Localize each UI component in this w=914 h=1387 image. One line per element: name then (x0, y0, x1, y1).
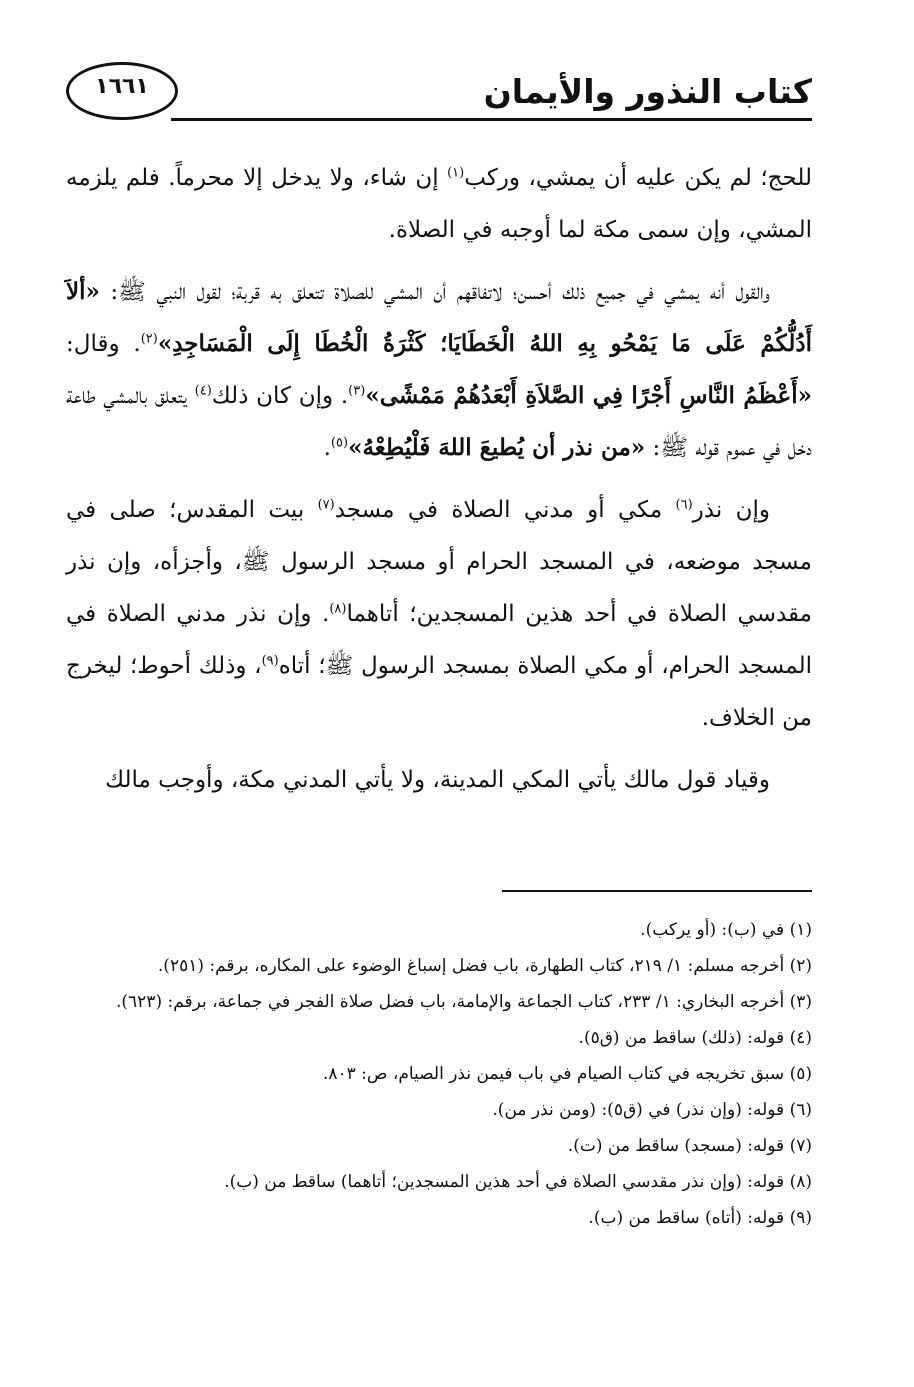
footnote-ref-9: (٩) (261, 653, 279, 669)
hadith-quote-2: «أَعْظَمُ النَّاسِ أَجْرًا فِي الصَّلاَةِ أَبْعَدُهُمْ مَمْشًى» (365, 382, 812, 409)
text-run: . وإن كان ذلك (211, 383, 349, 409)
page-header (66, 62, 812, 126)
footnote-separator (502, 890, 812, 892)
text-run: . وإن نذر مدني الصلاة في المسجد الحرام، أو مكي الصلاة بمسجد الرسول ﷺ؛ أتاه (66, 601, 812, 679)
footnote-2: (٢) أخرجه مسلم: ١/ ٢١٩، كتاب الطهارة، باب فضل إسباغ الوضوء على المكاره، برقم: (٢٥١). (157, 956, 812, 976)
footnote-ref-8: (٨) (329, 601, 347, 617)
header-rule (171, 118, 812, 121)
text-run: والقول أنه يمشي في جميع ذلك أحسن؛ لاتفاقهم أن المشي للصلاة تتعلق به قربة؛ لقول النبي ﷺ: (99, 279, 770, 305)
hadith-quote-3: «من نذر أن يُطيعَ اللهَ فَلْيُطِعْهُ» (348, 434, 646, 461)
footnote-4: (٤) قوله: (ذلك) ساقط من (ق٥). (578, 1028, 812, 1048)
footnote-ref-3: (٣) (348, 383, 366, 399)
footnote-ref-7: (٧) (317, 497, 335, 513)
footnote-ref-4: (٤) (194, 383, 212, 399)
footnote-ref-6: (٦) (675, 497, 693, 513)
footnote-7: (٧) قوله: (مسجد) ساقط من (ت). (567, 1136, 812, 1156)
text-run: إن شاء، ولا يدخل إلا محرماً. فلم يلزمه المشي، وإن سمى مكة لما أوجبه في الصلاة. (66, 165, 812, 243)
footnote-ref-5: (٥) (330, 435, 349, 451)
text-run: بيت المقدس؛ صلى في مسجد موضعه، في المسجد الحرام أو مسجد الرسول ﷺ، وأجزأه، وإن نذر مقدسي الصلاة في أحد هذين المسجدين؛ أتاهما (66, 497, 812, 627)
paragraph-1 (66, 152, 812, 256)
main-text (66, 152, 812, 816)
page-number: ١٦٦١ (95, 74, 149, 99)
text-run: للحج؛ لم يكن عليه أن يمشي، وركب (464, 165, 812, 191)
footnotes (66, 912, 812, 1236)
footnote-ref-1: (١) (447, 165, 465, 181)
text-run: وإن نذر (692, 497, 770, 523)
text-run: ، وذلك أحوط؛ ليخرج من الخلاف. (66, 653, 812, 731)
paragraph-4 (66, 754, 812, 806)
hadith-quote-1: «ألاَ أَدُلُّكُمْ عَلَى مَا يَمْحُو بِهِ اللهُ الْخَطَايَا؛ كَثْرَةُ الْخُطَا إِلَى الْمَسَاجِدِ» (66, 278, 812, 357)
text-run: وقياد قول مالك يأتي المكي المدينة، ولا يأتي المدني مكة، وأوجب مالك (105, 767, 770, 793)
footnote-ref-2: (٢) (140, 331, 158, 347)
footnote-1: (١) في (ب): (أو يركب). (640, 920, 812, 940)
footnote-3: (٣) أخرجه البخاري: ١/ ٢٣٣، كتاب الجماعة والإمامة، باب فضل صلاة الفجر في جماعة، برقم: (٦٢٣). (115, 992, 812, 1012)
paragraph-3 (66, 484, 812, 744)
footnote-9: (٩) قوله: (أتاه) ساقط من (ب). (588, 1208, 812, 1228)
text-run: . وقال: (66, 331, 141, 357)
text-run: مكي أو مدني الصلاة في مسجد (334, 497, 676, 523)
footnote-5: (٥) سبق تخريجه في كتاب الصيام في باب فيمن نذر الصيام، ص: ٨٠٣. (322, 1064, 812, 1084)
footnote-8: (٨) قوله: (وإن نذر مقدسي الصلاة في أحد هذين المسجدين؛ أتاهما) ساقط من (ب). (224, 1172, 812, 1192)
text-run: يتعلق بالمشي طاعة دخل في عموم قوله ﷺ: (66, 383, 812, 461)
paragraph-2 (66, 266, 812, 474)
text-run: . (323, 435, 331, 461)
chapter-title: كتاب النذور والأيمان (483, 72, 812, 111)
footnote-6: (٦) قوله: (وإن نذر) في (ق٥): (ومن نذر من). (492, 1100, 812, 1120)
